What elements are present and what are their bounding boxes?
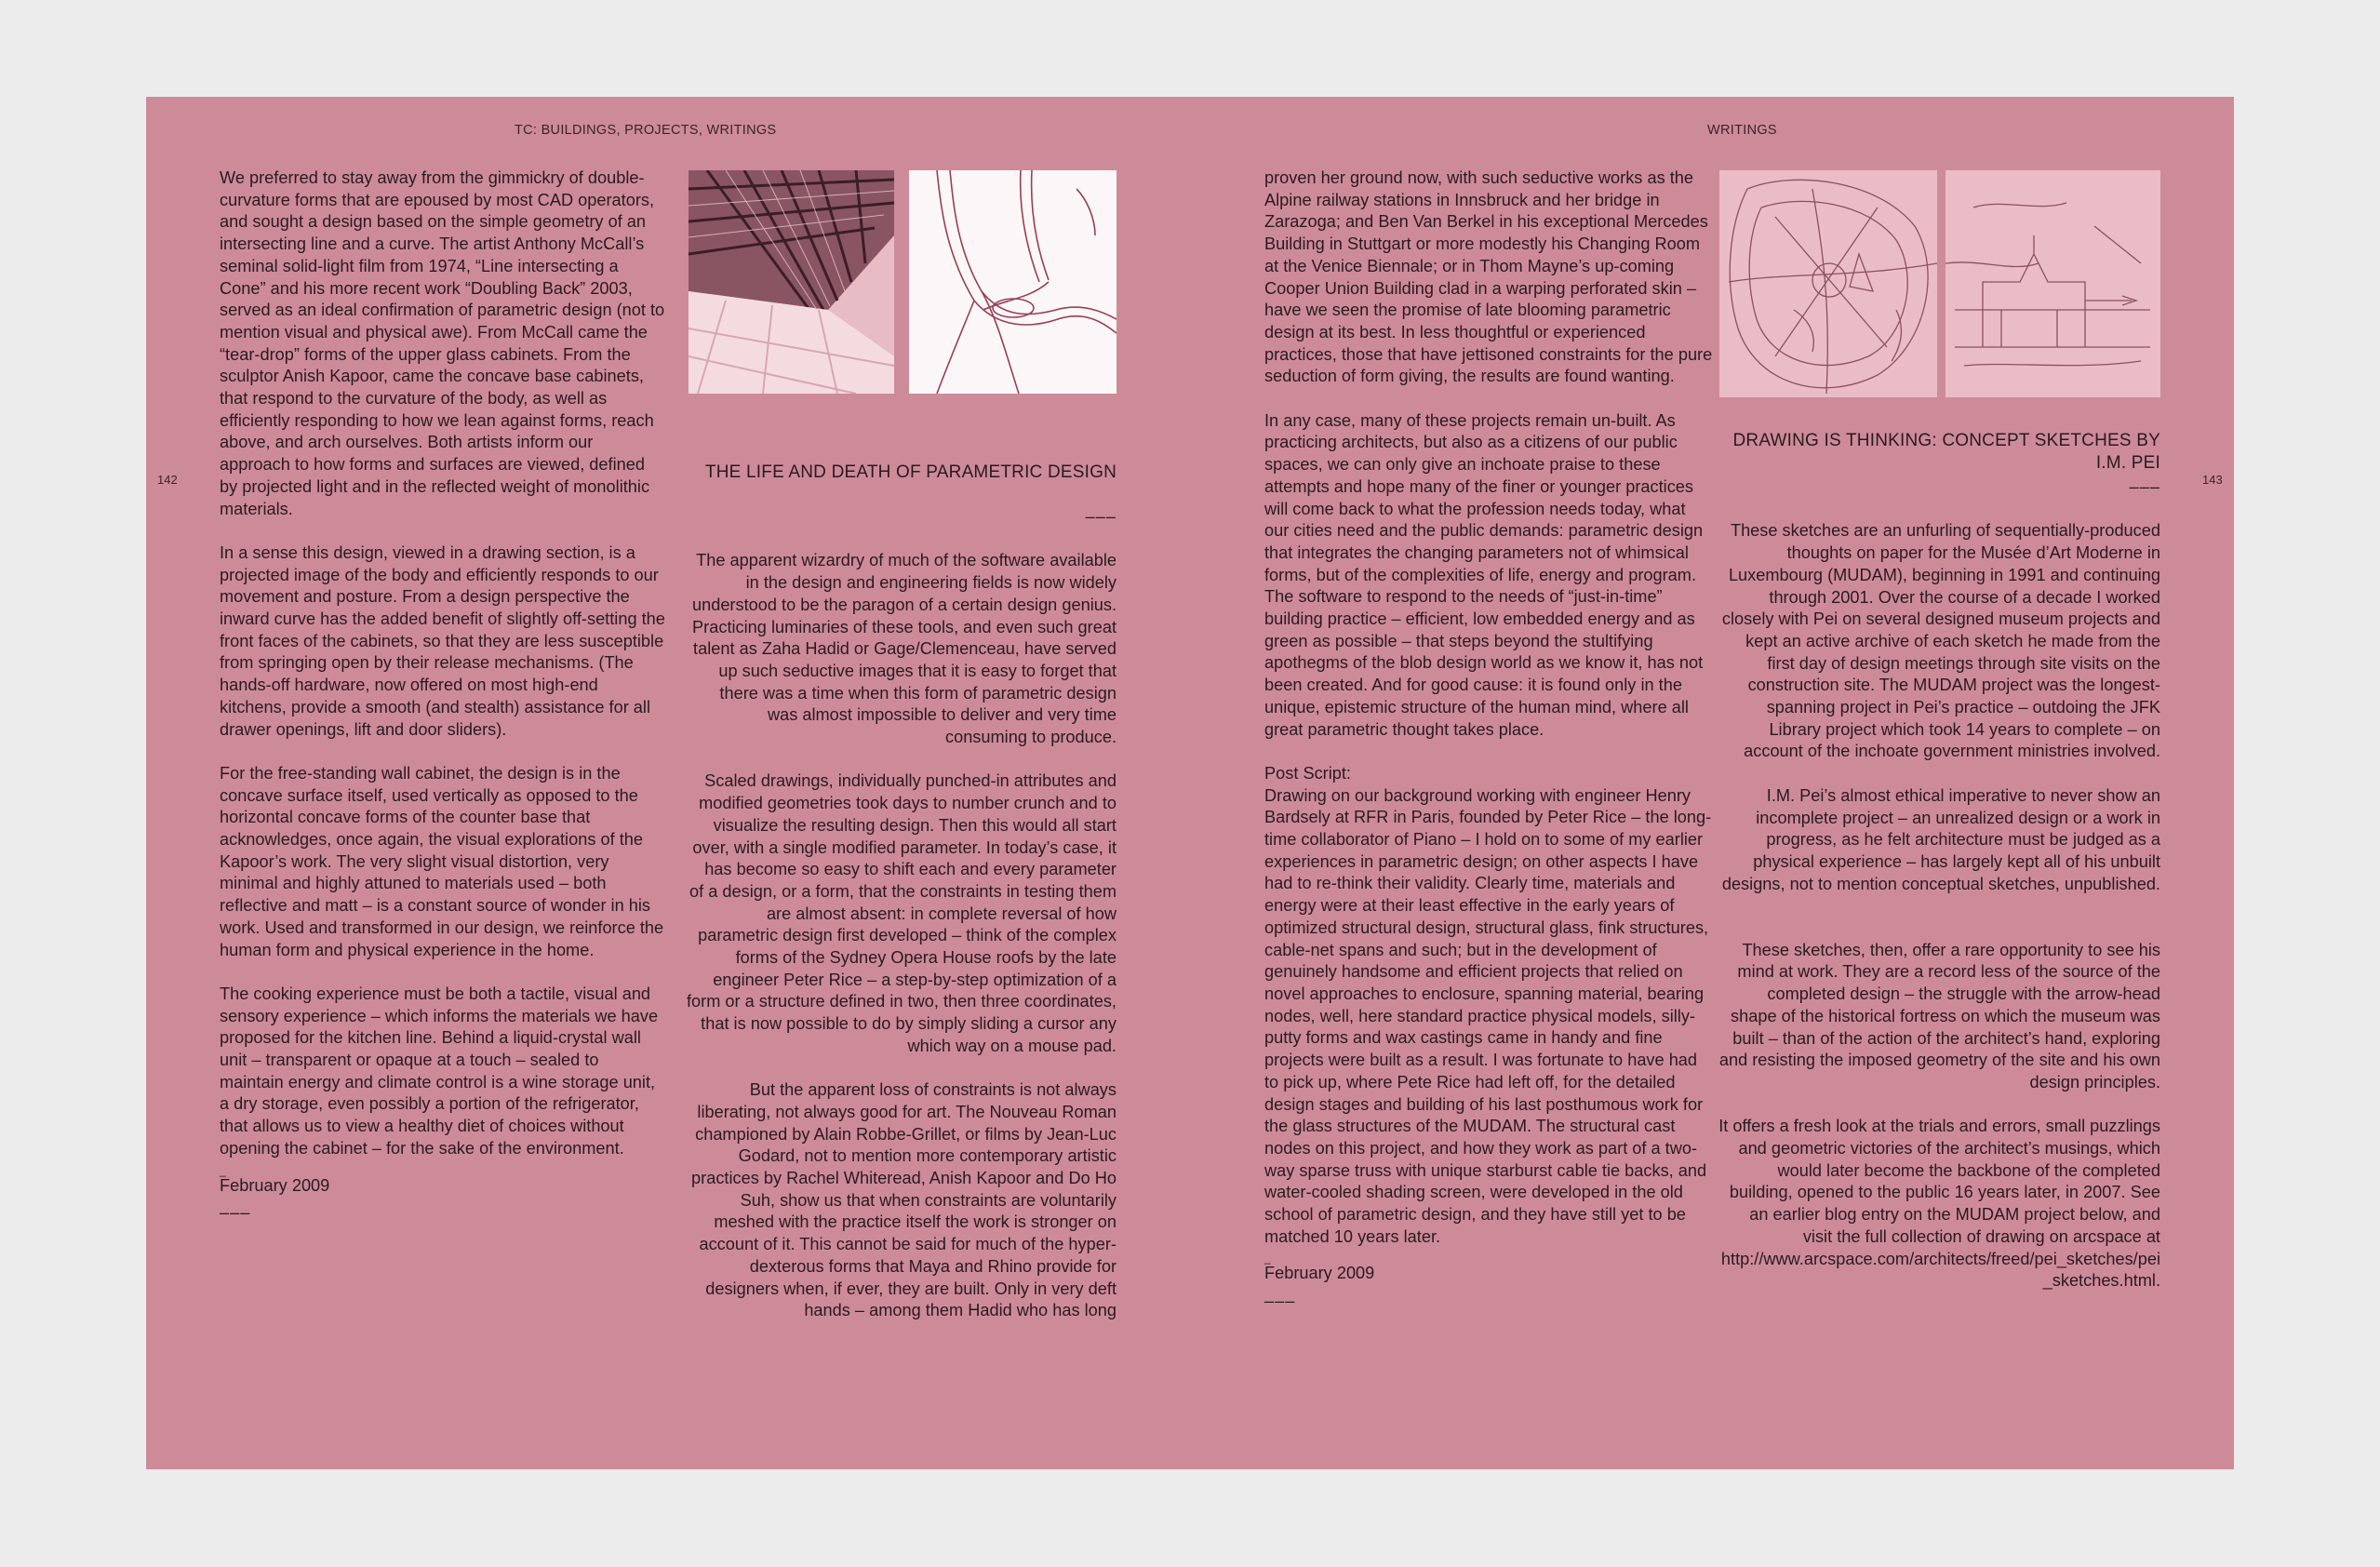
running-head-right: WRITINGS [1707,123,1777,138]
paragraph: Post Script: Drawing on our background working with engineer Henry Bardsely at RFR in Paris, founded by Peter Rice – the long-time collaborator of Piano – I hold on to some of my earlier experiences in parametric design; on other aspects I have had to re-think their validity. Clearly time, materials and energy were at their least effective in the early years of optimized structural design, structural glass, fink structures, cable-net spans and such; but in the development of genuinely handsome and efficient projects that relied on novel approaches to enclosure, spanning material, bearing nodes, well, here standard practice physical models, silly-putty forms and wax castings came in handy and fine projects were built as a result. I was fortunate to have had to pick up, where Pete Rice had left off, for the detailed design stages and building of his last posthumous work for the glass structures of the MUDAM. The structural cast nodes on this project, and how they work as part of a two-way sparse truss with unique starburst cable tie backs, and water-cooled shading screen, were developed in the old school of parametric design, and they have still yet to be matched 10 years later. [1264,763,1712,1246]
column-2 [686,462,1116,1322]
paragraph: For the free-standing wall cabinet, the design is in the concave surface itself, used vertically as opposed to the horizontal concave forms of the counter base that acknowledges, once again, the visual explorations of the Kapoor’s work. The very slight visual distortion, very minimal and highly attuned to materials used – both reflective and matt – is a constant source of wonder in his work. Used and transformed in our design, we reinforce the human form and physical experience in the home. [220,763,664,959]
date-mark: _ [220,1163,226,1177]
gallery-interior-photo [689,170,894,394]
end-rule: ––– [1264,1292,1296,1311]
paragraph: In any case, many of these projects remain un-built. As practicing architects, but also as a citizens of our public spaces, we can only give an inchoate praise to these attempts and hope many of the finer or younger practices will come back to what the profession needs today, what our cities need and the public demands: parametric design that integrates the changing parameters not of whimsical forms, but of the complexities of life, energy and program. The software to respond to the needs of “just-in-time” building practice – efficient, low embedded energy and as green as possible – that steps beyond the stultifying apothegms of the blob design world as we know it, has not been created. And for good cause: it is found only in the unique, epistemic structure of the human mind, where all great parametric thought takes place. [1264,410,1704,739]
date: February 2009 [1264,1264,1375,1283]
paragraph: I.M. Pei’s almost ethical imperative to never show an incomplete project – an unrealized design or a work in progress, as he felt architecture must be judged as a physical experience – has largely kept all of his unbuilt designs, not to mention conceptual sketches, unpublished. [1721,785,2160,893]
sketch-illustration [1945,170,2160,397]
column-4 [1718,430,2160,1292]
column-1 [220,167,666,1225]
paragraph: The apparent wizardry of much of the software available in the design and engineering fields is now widely understood to be the paragon of a certain design genius. Practicing luminaries of these tools, and even such great talent as Zaha Hadid or Gage/Clemenceau, have served up such seductive images that it is easy to forget that there was a time when this form of parametric design was almost impossible to deliver and very time consuming to produce. [691,551,1116,747]
page-number-right: 143 [2202,473,2223,487]
photo-illustration [689,170,894,394]
section-heading: THE LIFE AND DEATH OF PARAMETRIC DESIGN [704,462,1116,482]
paragraph: Scaled drawings, individually punched-in attributes and modified geometries took days to number crunch and to visualize the resulting design. Then this would all start over, with a single modified parameter. In today’s case, it has become so easy to shift each and every parameter of a design, or a form, that the constraints in testing them are almost absent: in complete reversal of how parametric design first developed – think of the complex forms of the Sydney Opera House roofs by the late engineer Peter Rice – a step-by-step optimization of a form or a structure defined in two, then three coordinates, that is now possible to do by simply sliding a cursor any which way on a mouse pad. [686,771,1116,1055]
paragraph: We preferred to stay away from the gimmickry of double-curvature forms that are epoused by most CAD operators, and sought a design based on the simple geometry of an intersecting line and a curve. The artist Anthony McCall’s seminal solid-light film from 1974, “Line intersecting a Cone” and his more recent work “Doubling Back” 2003, served as an ideal confirmation of parametric design (not to mention visual and physical awe). From McCall came the “tear-drop” forms of the upper glass cabinets. From the sculptor Anish Kapoor, came the concave base cabinets, that respond to the curvature of the body, as well as efficiently responding to how we lean against forms, reach above, and arch ourselves. Both artists inform our approach to how forms and surfaces are viewed, defined by projected light and in the reflected weight of monolithic materials. [220,168,665,518]
book-spread [146,97,2234,1469]
paragraph: proven her ground now, with such seductive works as the Alpine railway stations in Innsbruck and her bridge in Zarazoga; and Ben Van Berkel in his exceptional Mercedes Building in Stuttgart or more modestly his Changing Room at the Venice Biennale; or in Thom Mayne’s up-coming Cooper Union Building clad in a warping perforated skin – have we seen the promise of late blooming parametric design at its best. In less thoughtful or experienced practices, those that have jettisoned constraints for the pure seduction of form giving, the results are found wanting. [1264,168,1713,386]
paragraph: In a sense this design, viewed in a drawing section, is a projected image of the body and efficiently responds to our movement and posture. From a design perspective the inward curve has the added benefit of slightly off-setting the front faces of the cabinets, so that they are less susceptible from springing open by their release mechanisms. (The hands-off hardware, now offered on most high-end kitchens, provide a smooth (and stealth) assistance for all drawer openings, lift and door sliders). [220,542,665,739]
paragraph: It offers a fresh look at the trials and errors, small puzzlings and geometric victories of the architect’s musings, which would later become the backbone of the completed building, opened to the public 16 years later, in 2007. See an earlier blog entry on the MUDAM project below, and visit the full collection of drawing on arcspace at http://www.arcspace.com/architects/freed/pei_sketches/pei_sketches.html. [1718,1117,2160,1291]
date: February 2009 [220,1175,330,1195]
pei-sketch-elevation [1945,170,2160,397]
column-3 [1264,167,1713,1313]
paragraph: The cooking experience must be both a tactile, visual and sensory experience – which informs the materials we have proposed for the kitchen line. Behind a liquid-crystal wall unit – transparent or opaque at a touch – sealed to maintain energy and climate control is a wine storage unit, a dry storage, even possibly a portion of the refrigerator, that allows us to view a healthy diet of choices without opening the cabinet – for the sake of the environment. [220,984,659,1158]
paragraph: But the apparent loss of constraints is not always liberating, not always good for art. The Nouveau Roman championed by Alain Robbe-Grillet, or films by Jean-Luc Godard, not to mention more contemporary artistic practices by Rachel Whiteread, Anish Kapoor and Do Ho Suh, show us that when constraints are voluntarily meshed with the practice itself the work is stronger on account of it. This cannot be said for much of the hyper-dexterous forms that Maya and Rhino provide for designers when, if ever, they are built. Only in very deft hands – among them Hadid who has long [691,1080,1116,1320]
paragraph: These sketches, then, offer a rare opportunity to see his mind at work. They are a record less of the source of the completed design – the struggle with the arrow-head shape of the historical fortress on which the museum was built – than of the action of the architect’s hand, exploring and resisting the imposed geometry of the site and his own design principles. [1718,940,2160,1092]
pei-sketch-plan [1719,170,1937,397]
heading-rule: ––– [2129,477,2160,496]
section-heading: DRAWING IS THINKING: CONCEPT SKETCHES BY I.M. PEI [1732,431,2160,473]
sketch-illustration [1719,170,1937,397]
heading-rule: ––– [1085,507,1116,526]
end-rule: ––– [220,1203,251,1223]
page-number-left: 142 [157,473,178,487]
line-drawing-illustration [909,170,1116,394]
node-line-drawing [909,170,1116,394]
paragraph: These sketches are an unfurling of sequentially-produced thoughts on paper for the Musée d’Art Moderne in Luxembourg (MUDAM), beginning in 1991 and continuing through 2001. Over the course of a decade I worked closely with Pei on several designed museum projects and kept an active archive of each sketch he made from the first day of design meetings through site visits on the construction site. The MUDAM project was the longest-spanning project in Pei’s practice – outdoing the JFK Library project which took 14 years to complete – on account of the inchoate government ministries involved. [1721,521,2160,761]
running-head-left: TC: BUILDINGS, PROJECTS, WRITINGS [515,123,777,138]
date-mark: _ [1264,1252,1271,1266]
